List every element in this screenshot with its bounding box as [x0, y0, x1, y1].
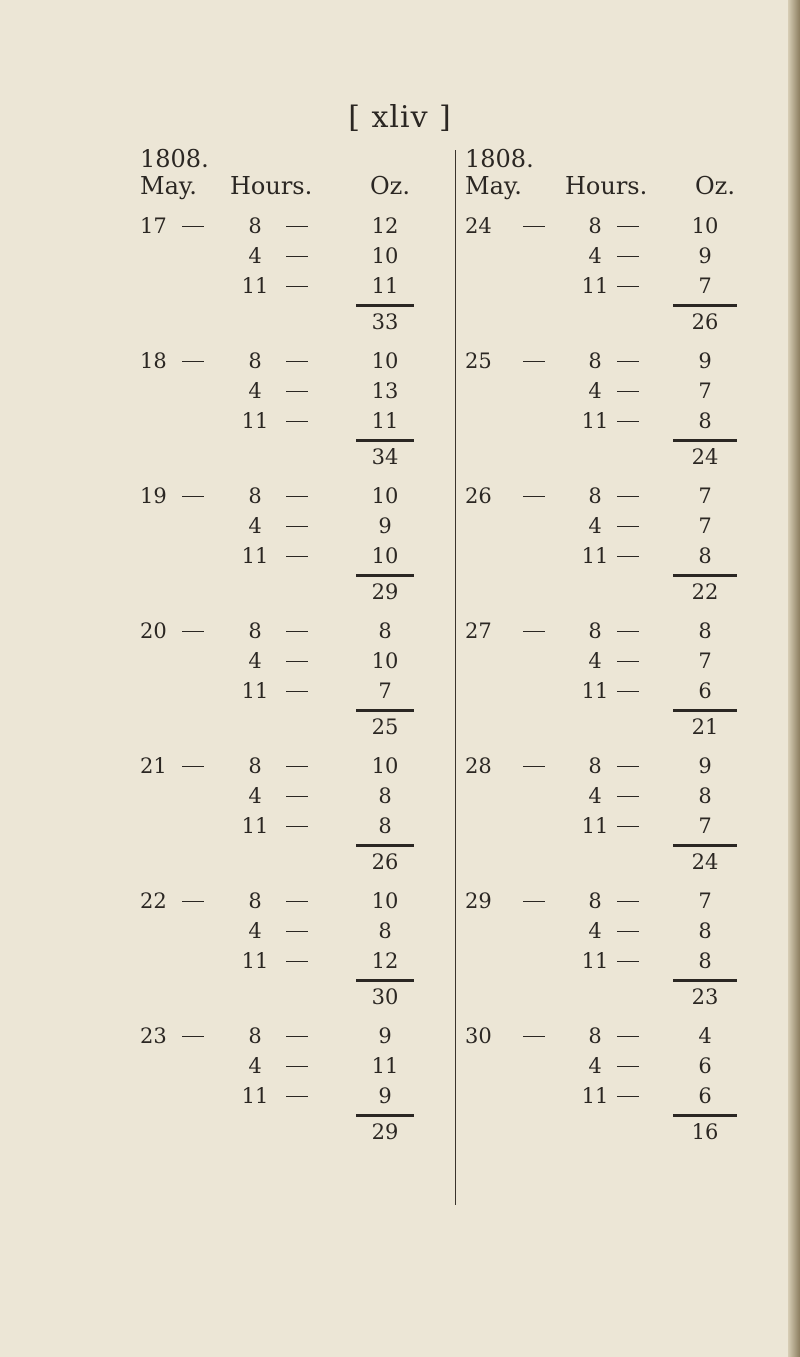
- daily-total: 22: [691, 580, 719, 604]
- day-block: [140, 482, 470, 617]
- dash-separator: [182, 901, 204, 902]
- daily-total: 34: [371, 445, 399, 469]
- reading-row: [140, 482, 470, 510]
- dash-separator: [617, 526, 639, 527]
- sum-rule: [673, 844, 737, 847]
- hour-value: 11: [581, 544, 609, 568]
- hour-value: 4: [588, 1054, 602, 1078]
- reading-row: [465, 887, 795, 915]
- reading-row: [140, 812, 470, 840]
- hour-value: 8: [588, 619, 602, 643]
- ounce-value: 8: [698, 409, 712, 433]
- reading-row: [140, 647, 470, 675]
- hour-value: 11: [241, 274, 269, 298]
- sum-rule: [673, 979, 737, 982]
- dash-separator: [286, 256, 308, 257]
- dash-separator: [617, 361, 639, 362]
- reading-row: [465, 377, 795, 405]
- sum-rule: [356, 979, 414, 982]
- dash-separator: [617, 931, 639, 932]
- ounce-value: 7: [378, 679, 392, 703]
- hours-header: Hours.: [230, 172, 313, 200]
- ounce-value: 7: [698, 484, 712, 508]
- ounce-value: 7: [698, 514, 712, 538]
- day-block: [140, 617, 470, 752]
- day-number: 26: [465, 484, 492, 508]
- dash-separator: [617, 766, 639, 767]
- sum-rule: [356, 304, 414, 307]
- ounce-value: 9: [698, 244, 712, 268]
- hour-value: 11: [581, 274, 609, 298]
- day-block: [140, 752, 470, 887]
- dash-separator: [523, 766, 545, 767]
- day-number: 21: [140, 754, 167, 778]
- day-number: 20: [140, 619, 167, 643]
- daily-total: 29: [371, 1120, 399, 1144]
- dash-separator: [617, 286, 639, 287]
- dash-separator: [182, 226, 204, 227]
- reading-row: [465, 242, 795, 270]
- hour-value: 8: [248, 214, 262, 238]
- sum-rule: [356, 709, 414, 712]
- ounce-value: 10: [371, 889, 399, 913]
- dash-separator: [286, 421, 308, 422]
- sum-rule: [673, 304, 737, 307]
- daily-total: 24: [691, 850, 719, 874]
- page-title: [ xliv ]: [348, 100, 452, 135]
- day-block: [465, 887, 795, 1022]
- dash-separator: [617, 1096, 639, 1097]
- dash-separator: [182, 496, 204, 497]
- reading-row: [140, 347, 470, 375]
- dash-separator: [286, 901, 308, 902]
- ounce-value: 8: [698, 784, 712, 808]
- dash-separator: [523, 226, 545, 227]
- dash-separator: [617, 391, 639, 392]
- hour-value: 11: [241, 814, 269, 838]
- reading-row: [140, 272, 470, 300]
- hour-value: 4: [248, 1054, 262, 1078]
- dash-separator: [286, 391, 308, 392]
- hour-value: 11: [241, 679, 269, 703]
- month-header: May.: [465, 172, 522, 200]
- hour-value: 4: [588, 649, 602, 673]
- day-block: [140, 212, 470, 347]
- ounce-value: 11: [371, 274, 399, 298]
- dash-separator: [286, 961, 308, 962]
- reading-row: [465, 1082, 795, 1110]
- hour-value: 4: [588, 514, 602, 538]
- reading-row: [140, 617, 470, 645]
- reading-row: [465, 947, 795, 975]
- ounce-value: 4: [698, 1024, 712, 1048]
- ounce-value: 8: [698, 949, 712, 973]
- reading-row: [465, 617, 795, 645]
- day-number: 19: [140, 484, 167, 508]
- dash-separator: [286, 226, 308, 227]
- day-block: [465, 617, 795, 752]
- dash-separator: [286, 1036, 308, 1037]
- ounce-value: 7: [698, 649, 712, 673]
- day-number: 29: [465, 889, 492, 913]
- ounce-value: 10: [371, 754, 399, 778]
- hour-value: 11: [581, 409, 609, 433]
- day-number: 17: [140, 214, 167, 238]
- day-number: 22: [140, 889, 167, 913]
- hour-value: 4: [588, 784, 602, 808]
- ounce-value: 7: [698, 814, 712, 838]
- reading-row: [140, 242, 470, 270]
- dash-separator: [617, 556, 639, 557]
- day-block: [465, 1022, 795, 1157]
- ounce-value: 8: [698, 919, 712, 943]
- sum-rule: [356, 1114, 414, 1117]
- ounce-value: 9: [378, 514, 392, 538]
- hour-value: 11: [241, 544, 269, 568]
- dash-separator: [286, 691, 308, 692]
- ounce-value: 9: [378, 1024, 392, 1048]
- ounce-value: 6: [698, 1054, 712, 1078]
- hour-value: 8: [588, 214, 602, 238]
- day-block: [140, 1022, 470, 1157]
- hour-value: 4: [248, 649, 262, 673]
- ounce-value: 10: [371, 544, 399, 568]
- daily-total: 29: [371, 580, 399, 604]
- reading-row: [465, 812, 795, 840]
- day-block: [465, 212, 795, 347]
- ounce-value: 8: [698, 544, 712, 568]
- hour-value: 8: [588, 1024, 602, 1048]
- dash-separator: [286, 766, 308, 767]
- reading-row: [465, 1022, 795, 1050]
- dash-separator: [286, 796, 308, 797]
- ounce-value: 8: [378, 619, 392, 643]
- dash-separator: [523, 1036, 545, 1037]
- reading-row: [465, 542, 795, 570]
- ounce-value: 10: [371, 244, 399, 268]
- right-column: [465, 0, 795, 1357]
- oz-header: Oz.: [370, 172, 410, 200]
- hour-value: 8: [588, 889, 602, 913]
- dash-separator: [182, 766, 204, 767]
- reading-row: [140, 782, 470, 810]
- day-block: [140, 887, 470, 1022]
- dash-separator: [617, 631, 639, 632]
- ounce-value: 11: [371, 1054, 399, 1078]
- reading-row: [140, 377, 470, 405]
- hour-value: 4: [588, 244, 602, 268]
- sum-rule: [673, 439, 737, 442]
- reading-row: [465, 917, 795, 945]
- dash-separator: [286, 286, 308, 287]
- hour-value: 8: [248, 484, 262, 508]
- daily-total: 24: [691, 445, 719, 469]
- reading-row: [140, 1022, 470, 1050]
- ounce-value: 8: [698, 619, 712, 643]
- hour-value: 8: [588, 754, 602, 778]
- sum-rule: [673, 1114, 737, 1117]
- column-header: [140, 172, 470, 202]
- reading-row: [140, 887, 470, 915]
- dash-separator: [617, 901, 639, 902]
- dash-separator: [286, 1096, 308, 1097]
- hour-value: 11: [581, 1084, 609, 1108]
- daily-total: 21: [691, 715, 719, 739]
- left-column: [140, 0, 470, 1357]
- day-number: 30: [465, 1024, 492, 1048]
- ounce-value: 8: [378, 814, 392, 838]
- dash-separator: [617, 961, 639, 962]
- reading-row: [465, 212, 795, 240]
- reading-row: [140, 917, 470, 945]
- reading-row: [465, 512, 795, 540]
- dash-separator: [286, 526, 308, 527]
- dash-separator: [617, 691, 639, 692]
- hour-value: 4: [248, 919, 262, 943]
- ounce-value: 12: [371, 214, 399, 238]
- dash-separator: [523, 361, 545, 362]
- column-header: [465, 172, 795, 202]
- hour-value: 4: [248, 379, 262, 403]
- dash-separator: [617, 826, 639, 827]
- ounce-value: 11: [371, 409, 399, 433]
- ounce-value: 8: [378, 784, 392, 808]
- reading-row: [465, 647, 795, 675]
- dash-separator: [286, 631, 308, 632]
- year-label: 1808.: [465, 145, 534, 173]
- dash-separator: [286, 361, 308, 362]
- ounce-value: 10: [371, 349, 399, 373]
- hour-value: 11: [241, 409, 269, 433]
- sum-rule: [356, 844, 414, 847]
- year-label: 1808.: [140, 145, 209, 173]
- dash-separator: [286, 556, 308, 557]
- reading-row: [465, 347, 795, 375]
- dash-separator: [523, 496, 545, 497]
- hour-value: 11: [241, 949, 269, 973]
- hour-value: 11: [581, 814, 609, 838]
- reading-row: [465, 677, 795, 705]
- hour-value: 8: [248, 754, 262, 778]
- day-number: 27: [465, 619, 492, 643]
- hour-value: 4: [588, 919, 602, 943]
- reading-row: [465, 1052, 795, 1080]
- hour-value: 4: [588, 379, 602, 403]
- daily-total: 26: [691, 310, 719, 334]
- sum-rule: [356, 439, 414, 442]
- day-block: [465, 752, 795, 887]
- reading-row: [140, 752, 470, 780]
- hour-value: 8: [248, 619, 262, 643]
- ounce-value: 10: [691, 214, 719, 238]
- ounce-value: 7: [698, 379, 712, 403]
- month-header: May.: [140, 172, 197, 200]
- reading-row: [465, 482, 795, 510]
- hour-value: 8: [248, 889, 262, 913]
- dash-separator: [286, 1066, 308, 1067]
- daily-total: 23: [691, 985, 719, 1009]
- dash-separator: [523, 631, 545, 632]
- ounce-value: 9: [698, 754, 712, 778]
- ounce-value: 7: [698, 889, 712, 913]
- dash-separator: [286, 826, 308, 827]
- day-number: 28: [465, 754, 492, 778]
- daily-total: 33: [371, 310, 399, 334]
- dash-separator: [617, 1066, 639, 1067]
- dash-separator: [617, 796, 639, 797]
- day-block: [465, 347, 795, 482]
- dash-separator: [523, 901, 545, 902]
- hours-header: Hours.: [565, 172, 648, 200]
- hour-value: 8: [248, 1024, 262, 1048]
- hour-value: 11: [241, 1084, 269, 1108]
- ounce-value: 6: [698, 1084, 712, 1108]
- oz-header: Oz.: [695, 172, 735, 200]
- day-number: 23: [140, 1024, 167, 1048]
- reading-row: [465, 752, 795, 780]
- reading-row: [140, 512, 470, 540]
- hour-value: 4: [248, 514, 262, 538]
- daily-total: 26: [371, 850, 399, 874]
- hour-value: 4: [248, 244, 262, 268]
- hour-value: 8: [588, 484, 602, 508]
- sum-rule: [673, 709, 737, 712]
- reading-row: [140, 1052, 470, 1080]
- hour-value: 8: [248, 349, 262, 373]
- dash-separator: [182, 1036, 204, 1037]
- hour-value: 4: [248, 784, 262, 808]
- sum-rule: [356, 574, 414, 577]
- ounce-value: 9: [698, 349, 712, 373]
- reading-row: [140, 407, 470, 435]
- dash-separator: [286, 496, 308, 497]
- ounce-value: 10: [371, 484, 399, 508]
- reading-row: [140, 1082, 470, 1110]
- dash-separator: [617, 661, 639, 662]
- ounce-value: 8: [378, 919, 392, 943]
- ounce-value: 13: [371, 379, 399, 403]
- reading-row: [140, 212, 470, 240]
- daily-total: 25: [371, 715, 399, 739]
- day-number: 24: [465, 214, 492, 238]
- hour-value: 11: [581, 949, 609, 973]
- ounce-value: 6: [698, 679, 712, 703]
- day-block: [465, 482, 795, 617]
- dash-separator: [617, 1036, 639, 1037]
- reading-row: [465, 272, 795, 300]
- dash-separator: [617, 421, 639, 422]
- dash-separator: [286, 661, 308, 662]
- ounce-value: 7: [698, 274, 712, 298]
- hour-value: 8: [588, 349, 602, 373]
- reading-row: [140, 677, 470, 705]
- dash-separator: [617, 226, 639, 227]
- reading-row: [465, 407, 795, 435]
- dash-separator: [617, 256, 639, 257]
- daily-total: 30: [371, 985, 399, 1009]
- day-number: 18: [140, 349, 167, 373]
- dash-separator: [286, 931, 308, 932]
- dash-separator: [182, 631, 204, 632]
- dash-separator: [182, 361, 204, 362]
- dash-separator: [617, 496, 639, 497]
- day-block: [140, 347, 470, 482]
- day-number: 25: [465, 349, 492, 373]
- daily-total: 16: [691, 1120, 719, 1144]
- ounce-value: 9: [378, 1084, 392, 1108]
- hour-value: 11: [581, 679, 609, 703]
- sum-rule: [673, 574, 737, 577]
- ounce-value: 12: [371, 949, 399, 973]
- reading-row: [140, 542, 470, 570]
- ounce-value: 10: [371, 649, 399, 673]
- reading-row: [465, 782, 795, 810]
- reading-row: [140, 947, 470, 975]
